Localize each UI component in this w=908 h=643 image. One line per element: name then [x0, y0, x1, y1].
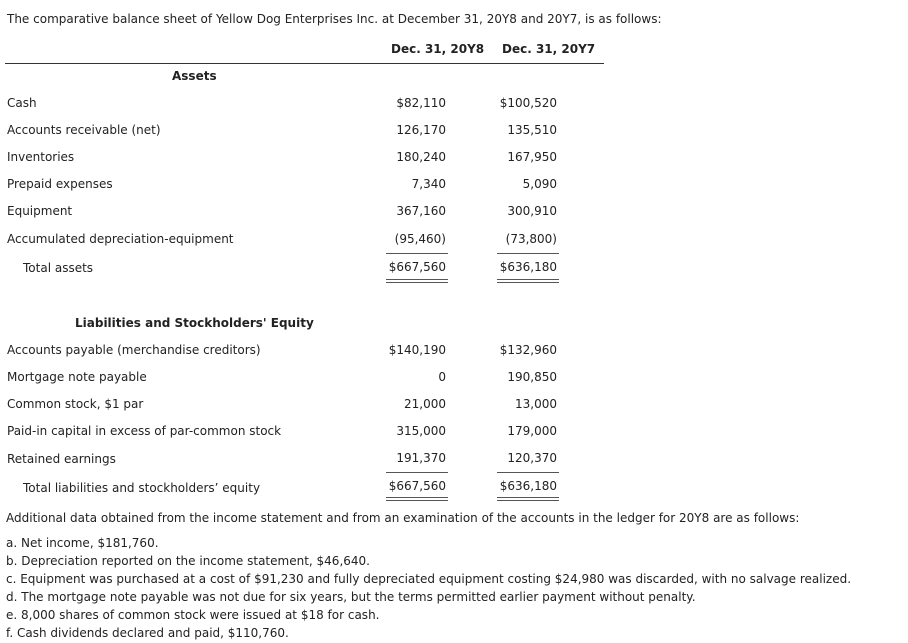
total-double-rule [386, 282, 448, 283]
total-liabilities-equity-20y8: $667,560 [388, 479, 446, 493]
cash-20y8: $82,110 [396, 96, 446, 110]
header-rule [5, 63, 604, 64]
intro-text: The comparative balance sheet of Yellow Dog Enterprises Inc. at December 31, 20Y8 and 20Y7, is as follows: [7, 12, 662, 26]
row-label-accounts-payable: Accounts payable (merchandise creditors) [7, 343, 261, 357]
total-double-rule [497, 500, 559, 501]
prepaid-expenses-20y8: 7,340 [411, 177, 446, 191]
subtotal-rule [497, 253, 559, 254]
paid-in-capital-20y7: 179,000 [507, 424, 557, 438]
additional-data-intro: Additional data obtained from the income statement and from an examination of the accounts in the ledger for 20Y8 are as follows: [6, 511, 800, 525]
paid-in-capital-20y8: 315,000 [396, 424, 446, 438]
accounts-receivable-20y7: 135,510 [507, 123, 557, 137]
accounts-payable-20y8: $140,190 [388, 343, 446, 357]
total-double-rule [497, 282, 559, 283]
mortgage-note-20y7: 190,850 [507, 370, 557, 384]
row-label-retained-earnings: Retained earnings [7, 452, 116, 466]
total-double-rule [497, 497, 559, 498]
column-header-20y8: Dec. 31, 20Y8 [391, 42, 485, 56]
total-double-rule [386, 497, 448, 498]
row-label-accounts-receivable: Accounts receivable (net) [7, 123, 161, 137]
mortgage-note-20y8: 0 [438, 370, 446, 384]
inventories-20y7: 167,950 [507, 150, 557, 164]
accounts-payable-20y7: $132,960 [499, 343, 557, 357]
subtotal-rule [386, 253, 448, 254]
row-label-total-liabilities-equity: Total liabilities and stockholders’ equity [23, 481, 261, 495]
total-double-rule [386, 500, 448, 501]
row-label-accumulated-depreciation: Accumulated depreciation-equipment [7, 232, 234, 246]
row-label-prepaid-expenses: Prepaid expenses [7, 177, 113, 191]
common-stock-20y7: 13,000 [515, 397, 557, 411]
row-label-inventories: Inventories [7, 150, 75, 164]
note-item-f: f. Cash dividends declared and paid, $110,760. [6, 626, 289, 640]
prepaid-expenses-20y7: 5,090 [522, 177, 557, 191]
row-label-common-stock: Common stock, $1 par [7, 397, 144, 411]
row-label-mortgage-note: Mortgage note payable [7, 370, 147, 384]
liabilities-heading: Liabilities and Stockholders' Equity [75, 316, 314, 330]
equipment-20y7: 300,910 [507, 204, 557, 218]
subtotal-rule [497, 472, 559, 473]
retained-earnings-20y7: 120,370 [507, 451, 557, 465]
total-double-rule [497, 279, 559, 280]
common-stock-20y8: 21,000 [404, 397, 446, 411]
assets-heading: Assets [172, 69, 217, 83]
row-label-total-assets: Total assets [23, 261, 94, 275]
row-label-equipment: Equipment [7, 204, 73, 218]
retained-earnings-20y8: 191,370 [396, 451, 446, 465]
note-item-a: a. Net income, $181,760. [6, 536, 159, 550]
total-double-rule [386, 279, 448, 280]
accumulated-depreciation-20y7: (73,800) [505, 232, 557, 246]
total-assets-20y7: $636,180 [499, 260, 557, 274]
accumulated-depreciation-20y8: (95,460) [394, 232, 446, 246]
note-item-b: b. Depreciation reported on the income statement, $46,640. [6, 554, 370, 568]
total-liabilities-equity-20y7: $636,180 [499, 479, 557, 493]
note-item-c: c. Equipment was purchased at a cost of $91,230 and fully depreciated equipment costing $24,980 was discarded, with no salvage realized. [6, 572, 852, 586]
accounts-receivable-20y8: 126,170 [396, 123, 446, 137]
subtotal-rule [386, 472, 448, 473]
note-item-d: d. The mortgage note payable was not due for six years, but the terms permitted earlier payment without penalty. [6, 590, 696, 604]
inventories-20y8: 180,240 [396, 150, 446, 164]
equipment-20y8: 367,160 [396, 204, 446, 218]
row-label-cash: Cash [7, 96, 37, 110]
total-assets-20y8: $667,560 [388, 260, 446, 274]
note-item-e: e. 8,000 shares of common stock were issued at $18 for cash. [6, 608, 380, 622]
row-label-paid-in-capital: Paid-in capital in excess of par-common stock [7, 424, 282, 438]
column-header-20y7: Dec. 31, 20Y7 [502, 42, 596, 56]
cash-20y7: $100,520 [499, 96, 557, 110]
